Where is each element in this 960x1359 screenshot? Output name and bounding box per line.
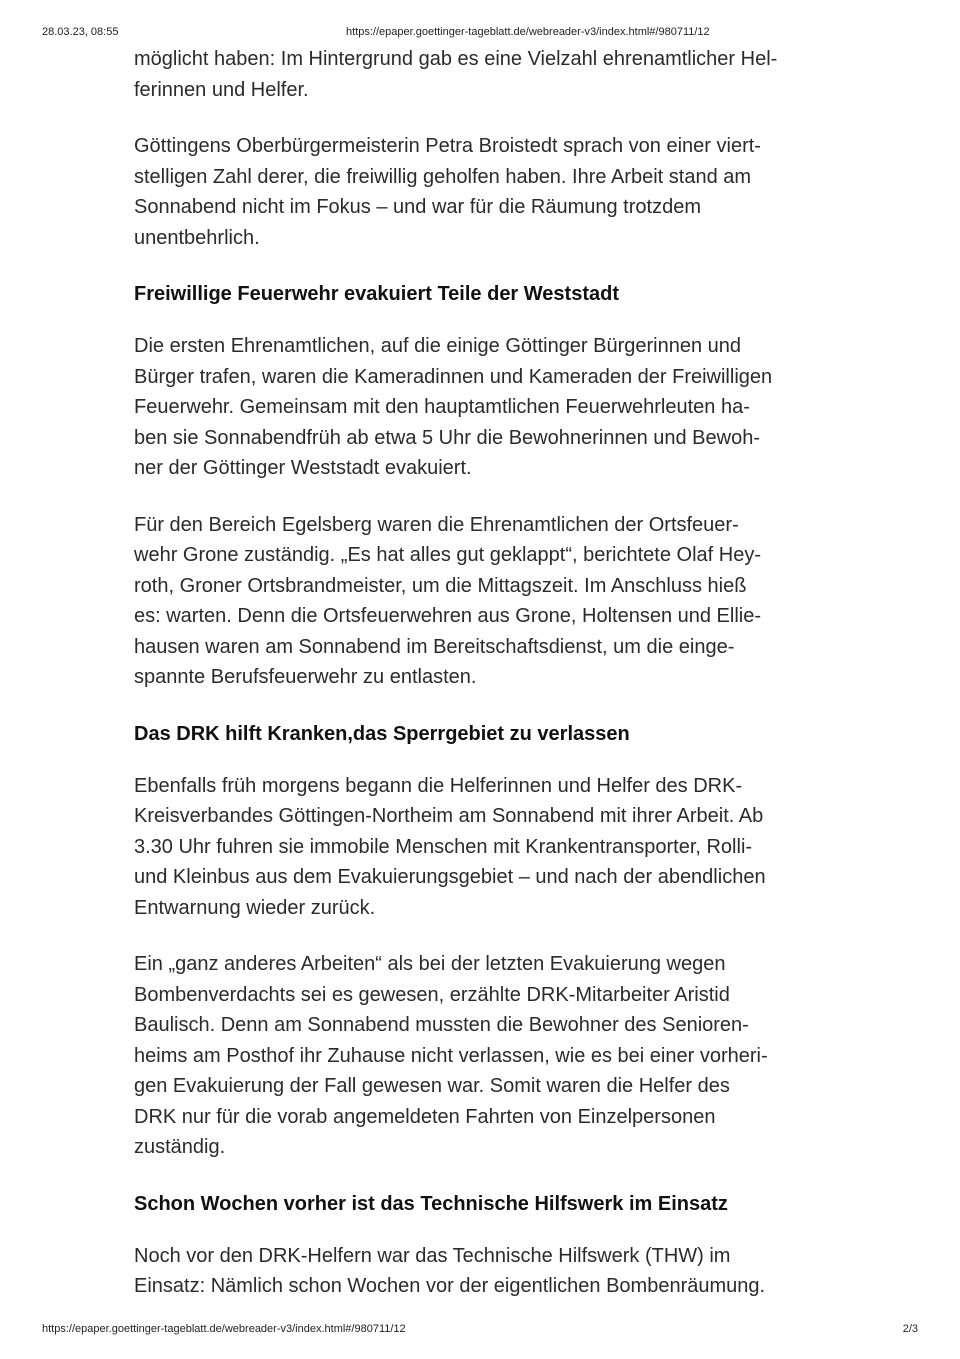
article-paragraph [134, 44, 834, 105]
article-paragraph [134, 1241, 834, 1302]
paragraph-line: ben sie Sonnabendfrüh ab etwa 5 Uhr die Bewohnerinnen und Bewoh- [134, 426, 760, 449]
article-paragraph [134, 131, 834, 253]
paragraph-line: möglicht haben: Im Hintergrund gab es eine Vielzahl ehrenamtlicher Hel- [134, 48, 778, 70]
article-paragraph [134, 510, 834, 693]
paragraph-line: unentbehrlich. [134, 226, 260, 249]
paragraph-line: Noch vor den DRK-Helfern war das Technische Hilfswerk (THW) im [134, 1244, 731, 1267]
paragraph-line: Kreisverbandes Göttingen-Northeim am Sonnabend mit ihrer Arbeit. Ab [134, 805, 764, 827]
paragraph-line: Feuerwehr. Gemeinsam mit den hauptamtlichen Feuerwehrleuten ha- [134, 396, 750, 418]
paragraph-line: Einsatz: Nämlich schon Wochen vor der eigentlichen Bombenräumung. [134, 1275, 766, 1297]
article-paragraph [134, 331, 834, 484]
paragraph-line: Entwarnung wieder zurück. [134, 896, 376, 919]
paragraph-line: Ebenfalls früh morgens begann die Helferinnen und Helfer des DRK- [134, 774, 743, 797]
article-body [134, 44, 834, 1328]
page-number: 2/3 [902, 1323, 918, 1335]
print-footer-url: https://epaper.goettinger-tageblatt.de/webreader-v3/index.html#/980711/12 [42, 1323, 406, 1335]
paragraph-line: 3.30 Uhr fuhren sie immobile Menschen mit Krankentransporter, Rolli- [134, 835, 753, 858]
paragraph-line: es: warten. Denn die Ortsfeuerwehren aus Grone, Holtensen und Ellie- [134, 605, 762, 627]
paragraph-line: heims am Posthof ihr Zuhause nicht verlassen, wie es bei einer vorheri- [134, 1044, 768, 1067]
paragraph-line: Für den Bereich Egelsberg waren die Ehrenamtlichen der Ortsfeuer- [134, 513, 739, 536]
print-header-url: https://epaper.goettinger-tageblatt.de/webreader-v3/index.html#/980711/12 [346, 26, 710, 38]
paragraph-line: stelligen Zahl derer, die freiwillig geholfen haben. Ihre Arbeit stand am [134, 165, 752, 188]
paragraph-line: Die ersten Ehrenamtlichen, auf die einige Göttinger Bürgerinnen und [134, 335, 742, 357]
paragraph-line: zuständig. [134, 1136, 226, 1158]
paragraph-line: Baulisch. Denn am Sonnabend mussten die Bewohner des Senioren- [134, 1014, 749, 1036]
paragraph-line: Göttingens Oberbürgermeisterin Petra Broistedt sprach von einer viert- [134, 135, 761, 157]
paragraph-line: Sonnabend nicht im Fokus – und war für die Räumung trotzdem [134, 196, 701, 218]
paragraph-line: und Kleinbus aus dem Evakuierungsgebiet – und nach der abendlichen [134, 866, 766, 888]
paragraph-line: DRK nur für die vorab angemeldeten Fahrten von Einzelpersonen [134, 1105, 716, 1128]
article-paragraph [134, 771, 834, 924]
paragraph-line: Bombenverdachts sei es gewesen, erzählte DRK-Mitarbeiter Aristid [134, 983, 730, 1006]
section-heading: Das DRK hilft Kranken,das Sperrgebiet zu verlassen [134, 722, 630, 745]
section-heading: Schon Wochen vorher ist das Technische Hilfswerk im Einsatz [134, 1192, 728, 1215]
paragraph-line: Ein „ganz anderes Arbeiten“ als bei der letzten Evakuierung wegen [134, 953, 726, 975]
print-date: 28.03.23, 08:55 [42, 26, 119, 38]
paragraph-line: ner der Göttinger Weststadt evakuiert. [134, 457, 472, 479]
article-paragraph [134, 949, 834, 1163]
paragraph-line: spannte Berufsfeuerwehr zu entlasten. [134, 666, 477, 688]
paragraph-line: hausen waren am Sonnabend im Bereitschaftsdienst, um die einge- [134, 635, 735, 658]
section-heading: Freiwillige Feuerwehr evakuiert Teile der Weststadt [134, 283, 619, 305]
paragraph-line: wehr Grone zuständig. „Es hat alles gut geklappt“, berichtete Olaf Hey- [134, 544, 761, 566]
paragraph-line: ferinnen und Helfer. [134, 78, 309, 101]
paragraph-line: roth, Groner Ortsbrandmeister, um die Mittagszeit. Im Anschluss hieß [134, 574, 747, 597]
paragraph-line: gen Evakuierung der Fall gewesen war. Somit waren die Helfer des [134, 1075, 730, 1097]
paragraph-line: Bürger trafen, waren die Kameradinnen und Kameraden der Freiwilligen [134, 365, 773, 388]
